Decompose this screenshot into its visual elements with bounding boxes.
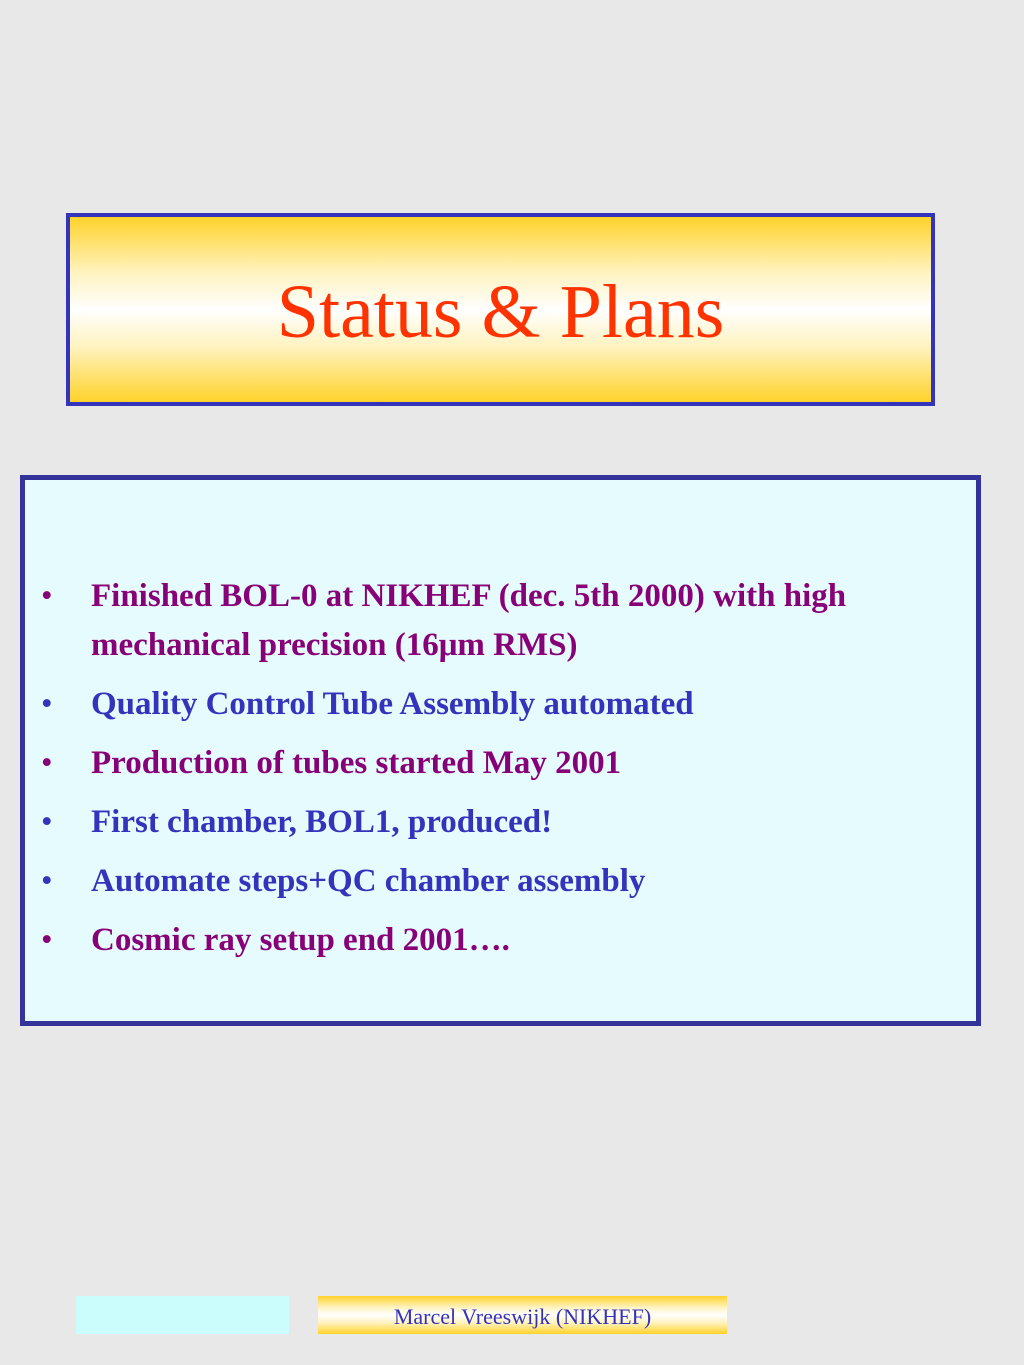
- bullet-icon: •: [41, 804, 53, 840]
- slide-title: Status & Plans: [276, 269, 725, 354]
- bullet-icon: •: [41, 922, 53, 958]
- bullet-icon: •: [41, 686, 53, 722]
- title-banner: [66, 213, 935, 406]
- bullet-icon: •: [41, 745, 53, 781]
- bullet-item: [25, 857, 976, 906]
- bullet-text: Cosmic ray setup end 2001….: [91, 922, 510, 958]
- bullet-item: [25, 739, 976, 788]
- bullet-icon: •: [41, 578, 53, 614]
- footer-author: Marcel Vreeswijk (NIKHEF): [393, 1304, 652, 1329]
- footer-author-banner: [318, 1296, 727, 1334]
- bullet-item: [25, 572, 976, 670]
- bullet-text: Quality Control Tube Assembly automated: [91, 686, 694, 722]
- bullet-item: [25, 798, 976, 847]
- footer-left-block: [76, 1296, 289, 1334]
- bullet-text: Production of tubes started May 2001: [91, 745, 622, 781]
- bullet-item: [25, 680, 976, 729]
- bullet-item: [25, 916, 976, 965]
- content-panel: [20, 475, 981, 1026]
- bullet-list: [25, 572, 976, 975]
- bullet-text: Finished BOL-0 at NIKHEF (dec. 5th 2000) with high mechanical precision (16μm RMS): [91, 578, 847, 663]
- bullet-text: Automate steps+QC chamber assembly: [91, 863, 646, 899]
- bullet-text: First chamber, BOL1, produced!: [91, 804, 553, 840]
- bullet-icon: •: [41, 863, 53, 899]
